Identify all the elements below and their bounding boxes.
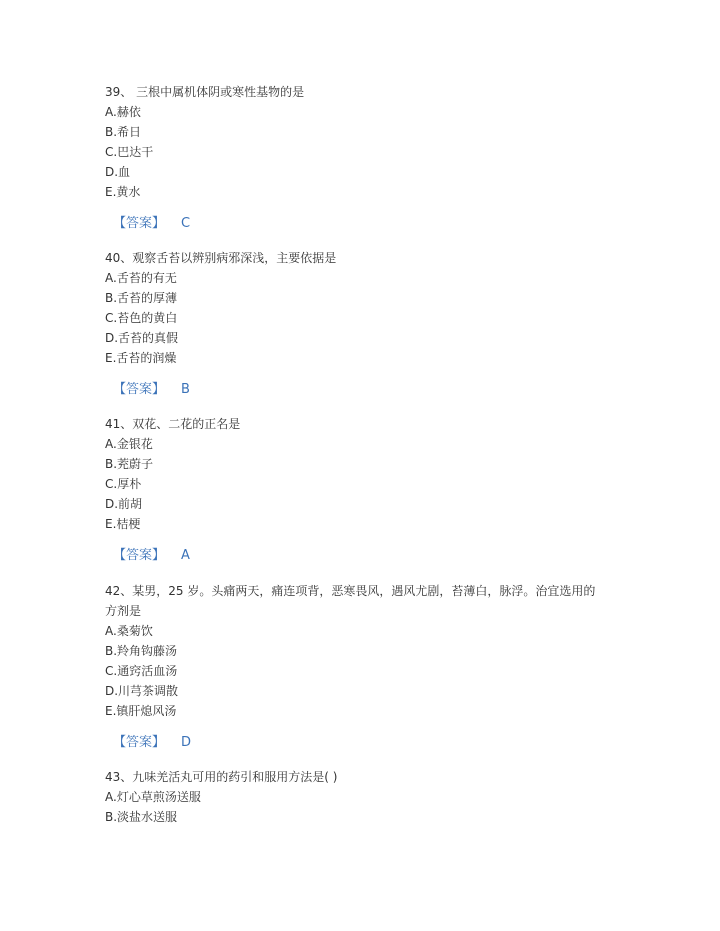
option-e: E.桔梗: [105, 517, 141, 531]
option-d: D.舌苔的真假: [105, 331, 179, 345]
option-list: [105, 787, 605, 827]
answer-value: A: [181, 548, 190, 563]
question-number: 43、: [105, 770, 133, 784]
answer-label: 【答案】: [113, 382, 166, 397]
question-39: [105, 82, 605, 234]
option-b: B.希日: [105, 125, 142, 139]
question-stem: [105, 581, 605, 621]
question-text: 九味羌活丸可用的药引和服用方法是( ): [132, 770, 338, 784]
option-d: D.前胡: [105, 497, 143, 511]
option-a: A.桑菊饮: [105, 624, 153, 638]
option-d: D.川芎茶调散: [105, 684, 179, 698]
option-d: D.血: [105, 165, 131, 179]
option-a: A.赫依: [105, 105, 141, 119]
option-b: B.羚角钩藤汤: [105, 644, 178, 658]
answer-line: [105, 214, 605, 234]
question-text: 某男，25 岁。头痛两天，痛连项背，恶寒畏风，遇风尤剧，苔薄白，脉浮。治宜选用的方剂是: [105, 584, 596, 618]
option-b: B.舌苔的厚薄: [105, 291, 178, 305]
question-stem: [105, 767, 605, 787]
question-stem: [105, 248, 605, 268]
option-list: [105, 434, 605, 534]
option-b: B.茺蔚子: [105, 457, 154, 471]
option-c: C.通窍活血汤: [105, 664, 178, 678]
question-number: 40、: [105, 251, 133, 265]
option-a: A.舌苔的有无: [105, 271, 177, 285]
question-number: 39、: [105, 85, 133, 99]
answer-line: [105, 733, 605, 753]
question-number: 41、: [105, 417, 133, 431]
answer-value: B: [181, 382, 190, 397]
question-number: 42、: [105, 584, 133, 598]
answer-line: [105, 546, 605, 566]
answer-label: 【答案】: [113, 548, 166, 563]
answer-value: D: [181, 735, 192, 750]
question-43: [105, 767, 605, 827]
option-a: A.金银花: [105, 437, 153, 451]
question-stem: [105, 414, 605, 434]
question-40: [105, 248, 605, 400]
option-b: B.淡盐水送服: [105, 810, 178, 824]
option-c: C.苔色的黄白: [105, 311, 178, 325]
question-text: 双花、二花的正名是: [132, 417, 241, 431]
option-list: [105, 621, 605, 721]
question-42: [105, 581, 605, 753]
answer-value: C: [181, 216, 191, 231]
option-list: [105, 102, 605, 202]
option-c: C.巴达干: [105, 145, 154, 159]
answer-label: 【答案】: [113, 216, 166, 231]
question-text: 三根中属机体阴或寒性基物的是: [136, 85, 305, 99]
answer-line: [105, 380, 605, 400]
question-stem: [105, 82, 605, 102]
option-list: [105, 268, 605, 368]
question-41: [105, 414, 605, 566]
option-e: E.舌苔的润燥: [105, 351, 177, 365]
option-c: C.厚朴: [105, 477, 142, 491]
answer-label: 【答案】: [113, 735, 166, 750]
option-a: A.灯心草煎汤送服: [105, 790, 201, 804]
option-e: E.黄水: [105, 185, 141, 199]
question-text: 观察舌苔以辨别病邪深浅，主要依据是: [132, 251, 337, 265]
option-e: E.镇肝熄风汤: [105, 704, 177, 718]
